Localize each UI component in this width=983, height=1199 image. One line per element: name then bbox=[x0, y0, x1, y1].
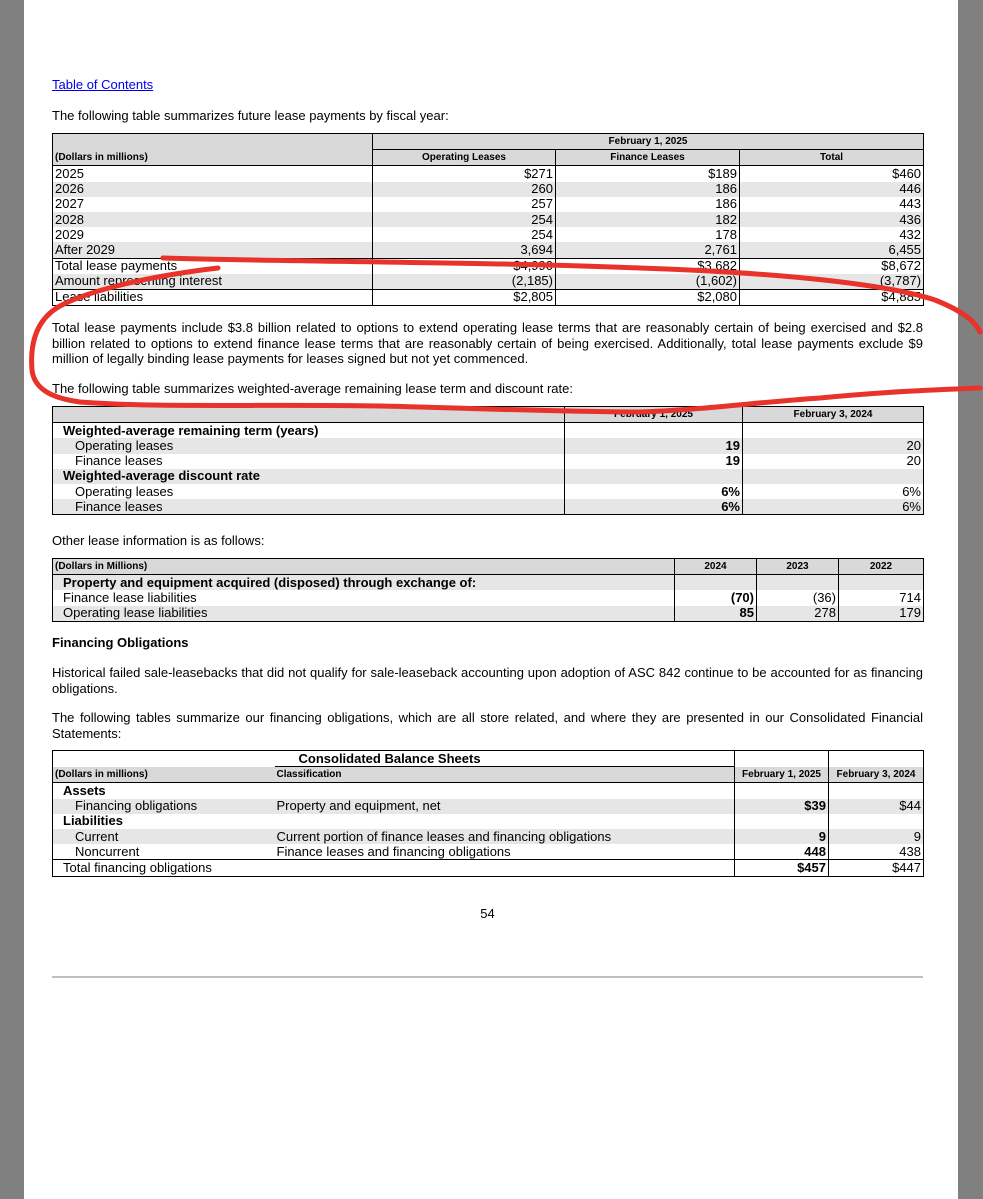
financing-tables-intro: The following tables summarize our financing obligations, which are all store related, and where they are presented in our Consolidated Financial Statements: bbox=[52, 710, 923, 741]
total-row: Total lease payments $4,990 $3,682 $8,672 bbox=[53, 258, 924, 274]
col-total: Total bbox=[740, 150, 924, 166]
section-remaining-term: Weighted-average remaining term (years) bbox=[53, 423, 565, 439]
row-header: (Dollars in Millions) bbox=[53, 559, 675, 575]
col-operating-leases: Operating Leases bbox=[373, 150, 556, 166]
col-feb-2025: February 1, 2025 bbox=[565, 407, 743, 423]
col-classification: Classification bbox=[275, 767, 735, 783]
table-row: 2029 254 178 432 bbox=[53, 227, 924, 242]
section-discount-rate: Weighted-average discount rate bbox=[53, 469, 565, 484]
lease-payments-table bbox=[52, 133, 924, 306]
date-header: February 1, 2025 bbox=[373, 134, 924, 150]
interest-row: Amount representing interest (2,185) (1,602) (3,787) bbox=[53, 274, 924, 290]
table-row: Operating leases 6% 6% bbox=[53, 484, 924, 499]
table-row: Finance lease liabilities (70) (36) 714 bbox=[53, 590, 924, 605]
col-2024: 2024 bbox=[675, 559, 757, 575]
table-row: Operating lease liabilities 85 278 179 bbox=[53, 606, 924, 622]
table-of-contents-link[interactable]: Table of Contents bbox=[52, 77, 154, 92]
financing-obligations-para: Historical failed sale-leasebacks that did not qualify for sale-leaseback accounting upon adoption of ASC 842 continue to be accounted for as financing obligations. bbox=[52, 665, 923, 696]
col-feb-2024: February 3, 2024 bbox=[743, 407, 924, 423]
table-row: Current Current portion of finance leases and financing obligations 9 9 bbox=[53, 829, 924, 844]
balance-sheet-title: Consolidated Balance Sheets bbox=[275, 751, 735, 767]
table-row: 2028 254 182 436 bbox=[53, 212, 924, 227]
other-lease-intro: Other lease information is as follows: bbox=[52, 533, 265, 548]
financing-obligations-heading: Financing Obligations bbox=[52, 635, 189, 650]
lease-options-note: Total lease payments include $3.8 billion related to options to extend operating lease terms that are reasonably certain of being exercised and $2.8 billion related to options to extend finance lease terms that are reasonably certain of being exercised. Additionally, total lease payments exclude $9 million of legally binding lease payments for leases signed but not yet commenced. bbox=[52, 320, 923, 366]
row-header: (Dollars in millions) bbox=[53, 767, 275, 783]
lease-liabilities-row: Lease liabilities $2,805 $2,080 $4,885 bbox=[53, 289, 924, 305]
footer-divider bbox=[52, 976, 923, 978]
table-row: Operating leases 19 20 bbox=[53, 438, 924, 453]
weighted-average-table bbox=[52, 406, 924, 515]
table-row: Finance leases 19 20 bbox=[53, 454, 924, 469]
row-header: (Dollars in millions) bbox=[53, 150, 373, 166]
section-property-exchange: Property and equipment acquired (disposed) through exchange of: bbox=[53, 575, 675, 591]
table-row: Financing obligations Property and equipment, net $39 $44 bbox=[53, 799, 924, 814]
table-row: After 2029 3,694 2,761 6,455 bbox=[53, 242, 924, 258]
table-row: 2027 257 186 443 bbox=[53, 197, 924, 212]
section-liabilities: Liabilities bbox=[63, 813, 123, 829]
lease-payments-intro: The following table summarizes future lease payments by fiscal year: bbox=[52, 108, 449, 123]
col-2023: 2023 bbox=[757, 559, 839, 575]
table-row: Finance leases 6% 6% bbox=[53, 499, 924, 515]
document-page bbox=[24, 0, 958, 1199]
total-row: Total financing obligations $457 $447 bbox=[53, 860, 924, 876]
table-row: 2025 $271 $189 $460 bbox=[53, 166, 924, 182]
col-feb-2025: February 1, 2025 bbox=[735, 767, 829, 783]
other-lease-table bbox=[52, 558, 924, 622]
col-2022: 2022 bbox=[839, 559, 924, 575]
col-feb-2024: February 3, 2024 bbox=[829, 767, 924, 783]
table-row: Noncurrent Finance leases and financing obligations 448 438 bbox=[53, 844, 924, 860]
col-finance-leases: Finance Leases bbox=[556, 150, 740, 166]
lease-term-intro: The following table summarizes weighted-average remaining lease term and discount rate: bbox=[52, 381, 573, 396]
section-assets: Assets bbox=[53, 783, 275, 799]
page-number: 54 bbox=[480, 906, 495, 921]
table-row: 2026 260 186 446 bbox=[53, 182, 924, 197]
balance-sheet-table bbox=[52, 750, 924, 877]
